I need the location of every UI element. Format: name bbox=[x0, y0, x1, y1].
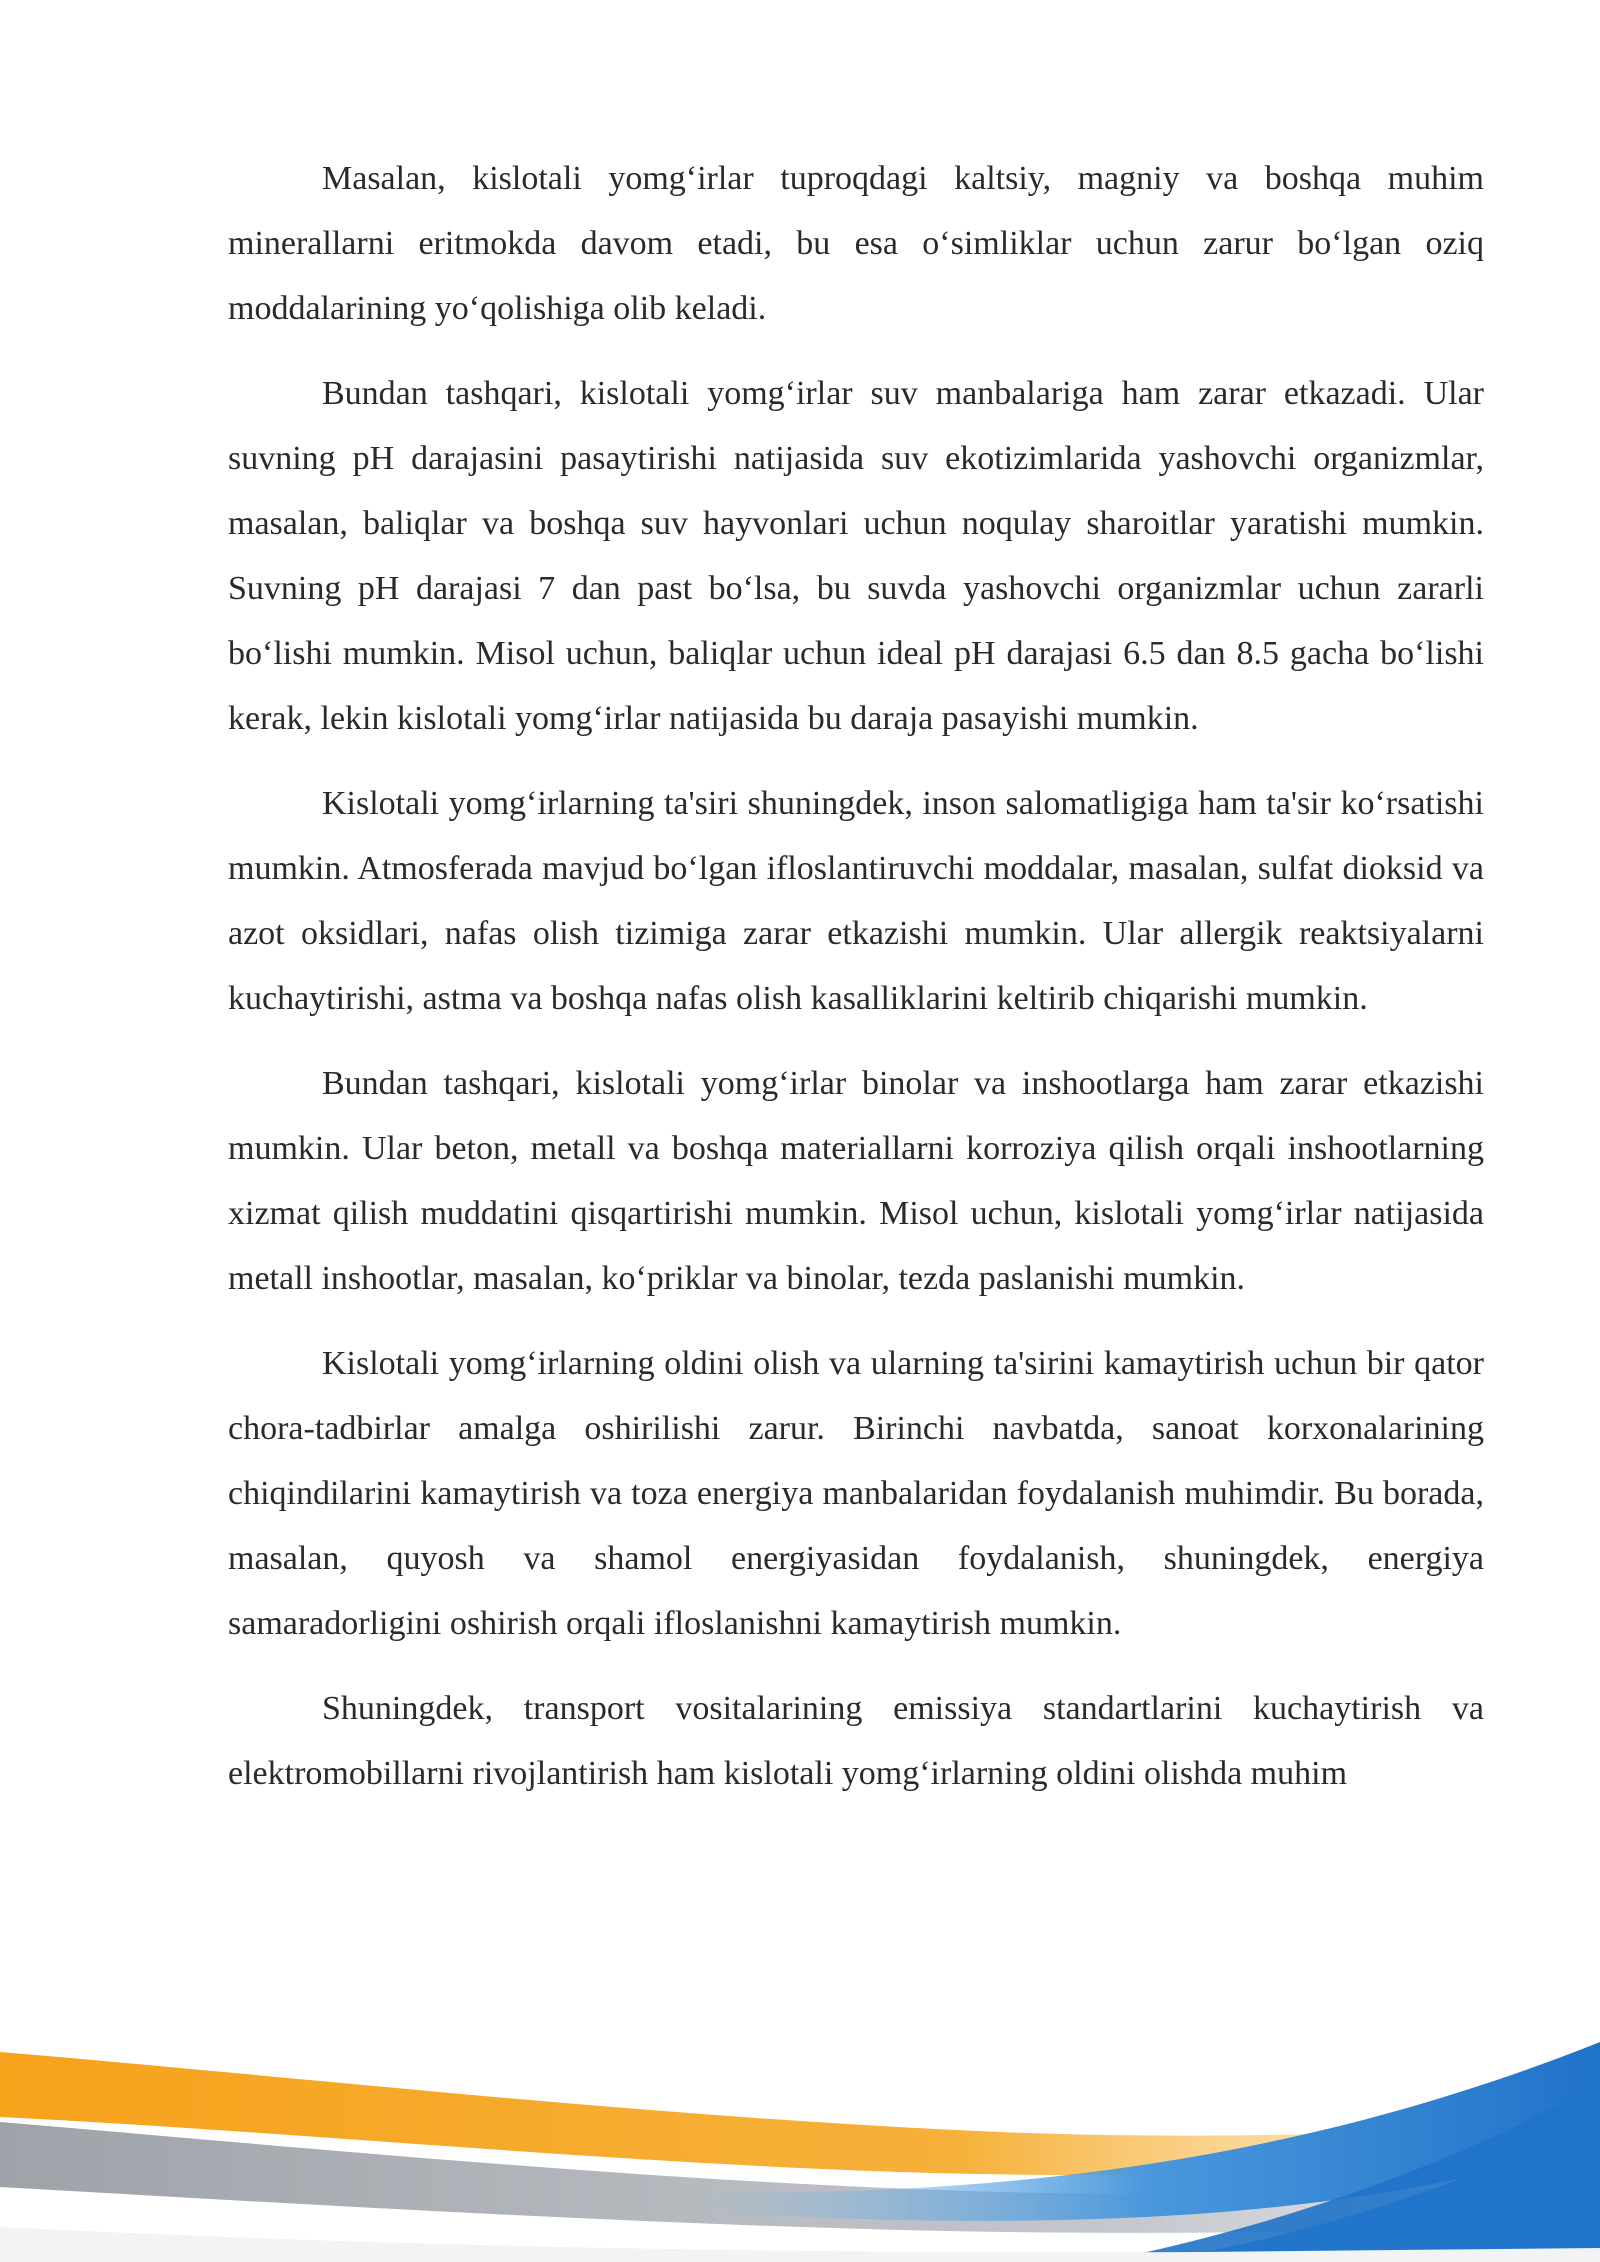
paragraph-1: Masalan, kislotali yomg‘irlar tuproqdagi kaltsiy, magniy va boshqa muhim minerallarni eritmokda davom etadi, bu esa o‘simliklar uchun zarur bo‘lgan oziq moddalarining yo‘qolishiga olib keladi. bbox=[228, 160, 1484, 327]
footer-wave-graphic bbox=[0, 2022, 1600, 2262]
paragraph-4: Bundan tashqari, kislotali yomg‘irlar binolar va inshootlarga ham zarar etkazishi mumkin. Ular beton, metall va boshqa materiallarni korroziya qilish orqali inshootlarning xizmat qilish muddatini qisqartirishi mumkin. Misol uchun, kislotali yomg‘irlar natijasida metall inshootlar, masalan, ko‘priklar va binolar, tezda paslanishi mumkin. bbox=[228, 1065, 1484, 1297]
paragraph-6: Shuningdek, transport vositalarining emissiya standartlarini kuchaytirish va elektromobillarni rivojlantirish ham kislotali yomg‘irlarning oldini olishda muhim bbox=[228, 1690, 1484, 1792]
paragraph-2: Bundan tashqari, kislotali yomg‘irlar suv manbalariga ham zarar etkazadi. Ular suvning pH darajasini pasaytirishi natijasida suv ekotizimlarida yashovchi organizmlar, masalan, baliqlar va boshqa suv hayvonlari uchun noqulay sharoitlar yaratishi mumkin. Suvning pH darajasi 7 dan past bo‘lsa, bu suvda yashovchi organizmlar uchun zararli bo‘lishi mumkin. Misol uchun, baliqlar uchun ideal pH darajasi 6.5 dan 8.5 gacha bo‘lishi kerak, lekin kislotali yomg‘irlar natijasida bu daraja pasayishi mumkin. bbox=[228, 375, 1484, 737]
document-body bbox=[228, 146, 1484, 1826]
paragraph-3: Kislotali yomg‘irlarning ta'siri shuningdek, inson salomatligiga ham ta'sir ko‘rsatishi mumkin. Atmosferada mavjud bo‘lgan ifloslantiruvchi moddalar, masalan, sulfat dioksid va azot oksidlari, nafas olish tizimiga zarar etkazishi mumkin. Ular allergik reaktsiyalarni kuchaytirishi, astma va boshqa nafas olish kasalliklarini keltirib chiqarishi mumkin. bbox=[228, 785, 1484, 1017]
paragraph-5: Kislotali yomg‘irlarning oldini olish va ularning ta'sirini kamaytirish uchun bir qator chora-tadbirlar amalga oshirilishi zarur. Birinchi navbatda, sanoat korxonalarining chiqindilarini kamaytirish va toza energiya manbalaridan foydalanish muhimdir. Bu borada, masalan, quyosh va shamol energiyasidan foydalanish, shuningdek, energiya samaradorligini oshirish orqali ifloslanishni kamaytirish mumkin. bbox=[228, 1345, 1484, 1642]
